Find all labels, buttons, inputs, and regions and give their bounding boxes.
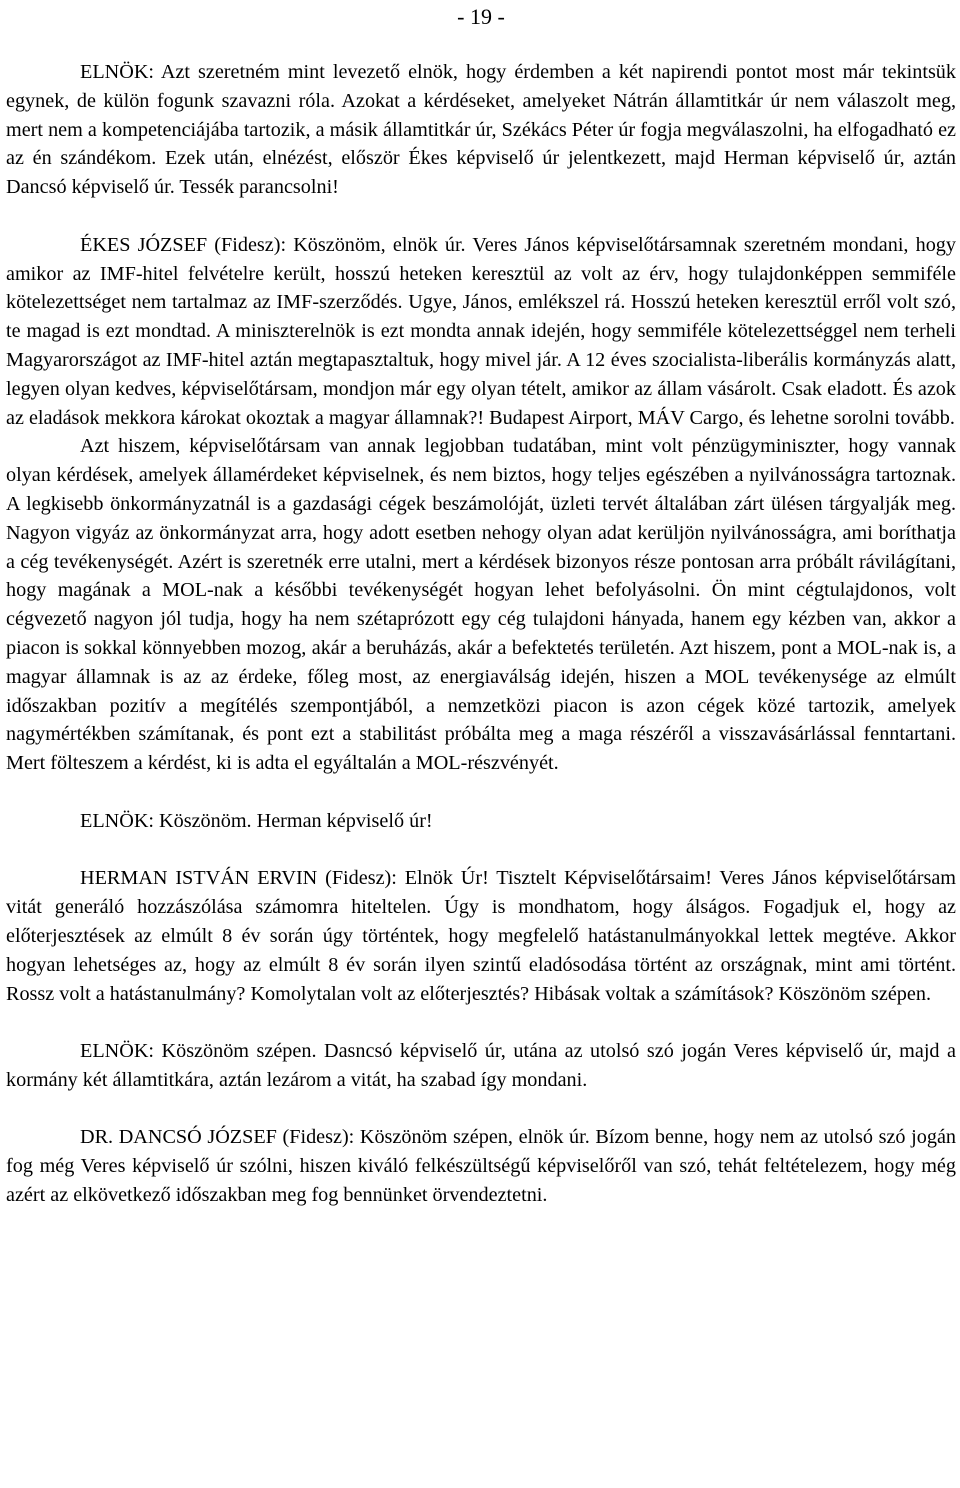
paragraph-elnok-herman: ELNÖK: Köszönöm. Herman képviselő úr! xyxy=(80,809,433,832)
paragraph-spacer xyxy=(6,778,956,807)
page-number: - 19 - xyxy=(457,4,505,29)
paragraph-spacer xyxy=(6,1095,956,1124)
paragraph-ekes-speech: ÉKES JÓZSEF (Fidesz): Köszönöm, elnök úr. Veres János képviselőtársamnak szeretném mondani, hogy amikor az IMF-hitel felvételre került, hosszú heteken keresztül az volt az érv, hogy tulajdonképpen semmiféle kötelezettséget nem tartalmaz az IMF-szerződés. Ugye, János, emlékszel rá. Hosszú heteken keresztül erről volt szó, te magad is ezt mondtad. A miniszterelnök is ezt mondta annak idején, hogy semmiféle kötelezettséggel nem terheli Magyarországot az IMF-hitel aztán megtapasztaltuk, hogy mivel jár. A 12 éves szocialista-liberális kormányzás alatt, legyen olyan kedves, képviselőtársam, mondjon már egy olyan tételt, amikor az állam vásárolt. Csak eladott. És azok az eladások mekkora károkat okoztak a magyar államnak?! Budapest Airport, MÁV Cargo, és lehetne sorolni tovább. xyxy=(6,233,956,429)
document-page xyxy=(6,0,956,1210)
paragraph-herman-speech: HERMAN ISTVÁN ERVIN (Fidesz): Elnök Úr! Tisztelt Képviselőtársaim! Veres János képviselőtársam vitát generáló hozzászólása számomra hiteltelen. Úgy is mondhatom, hogy álságos. Fogadjuk el, hogy az előterjesztések az elmúlt 8 év során úgy történtek, hogy megfelelő hatástanulmányokkal lettek megtéve. Akkor hogyan lehetséges az, hogy az elmúlt 8 év során ilyen szintű eladósodása történt az országnak, mint ami történt. Rossz volt a hatástanulmány? Komolytalan volt az előterjesztés? Hibásak voltak a számítások? Köszönöm szépen. xyxy=(6,867,956,1005)
paragraph-spacer xyxy=(6,202,956,231)
paragraph-elnok-intro: ELNÖK: Azt szeretném mint levezető elnök, hogy érdemben a két napirendi pontot most már tekintsük egynek, de külön fogunk szavazni róla. Azokat a kérdéseket, amelyeket Nátrán államtitkár úr nem válaszolt meg, mert nem a kompetenciájába tartozik, a másik államtitkár úr, Székács Péter úr fogja megválaszolni, ha elfogadható ez az én szándékom. Ezek után, elnézést, először Ékes képviselő úr jelentkezett, majd Herman képviselő úr, aztán Dancsó képviselő úr. Tessék parancsolni! xyxy=(6,61,956,199)
paragraph-spacer xyxy=(6,1008,956,1037)
paragraph-elnok-closing: ELNÖK: Köszönöm szépen. Dasncsó képviselő úr, utána az utolsó szó jogán Veres képviselő úr, majd a kormány két államtitkára, aztán lezárom a vitát, ha szabad így mondani. xyxy=(6,1040,956,1091)
paragraph-dancso-speech: DR. DANCSÓ JÓZSEF (Fidesz): Köszönöm szépen, elnök úr. Bízom benne, hogy nem az utolsó szó jogán fog még Veres képviselő úr szólni, hiszen kiváló felkészültségű képviselőről van szó, tehát feltételezem, hogy még azért az elkövetkező időszakban meg fog bennünket örvendeztetni. xyxy=(6,1126,956,1207)
paragraph-ekes-speech-continued: Azt hiszem, képviselőtársam van annak legjobban tudatában, mint volt pénzügyminiszter, hogy vannak olyan kérdések, amelyek államérdeket képviselnek, és nem biztos, hogy teljes egészében a nyilvánosságra tartoznak. A legkisebb önkormányzatnál is a gazdasági cégek beszámolóját, üzleti tervét általában zárt ülésen tárgyalják meg. Nagyon vigyáz az önkormányzat arra, hogy adott esetben nehogy olyan adat kerüljön nyilvánosságra, ami boríthatja a cég tevékenységét. Azért is szeretnék erre utalni, mert a kérdések bizonyos része pontosan arra próbált rávilágítani, hogy magának a MOL-nak a későbbi tevékenységét hogyan lehet befolyásolni. Ön mint cégtulajdonos, volt cégvezető nagyon jól tudja, hogy ha nem szétaprózott egy cég tulajdoni hányada, hanem egy kézben van, akkor a piacon is sokkal könnyebben mozog, akár a beruházás, akár a befektetés területén. Azt hiszem, pont a MOL-nak is, a magyar államnak is az az érdeke, főleg most, az energiaválság idején, hiszen a MOL tevékenysége az elmúlt időszakban pozitív a megítélés szempontjából, a nemzetközi piacon is azon cégek közé tartozik, amelyek nagymértékben számítanak, és pont ezt a stabilitást próbálta meg a maga részéről a visszavásárlással fenntartani. Mert fölteszem a kérdést, ki is adta el egyáltalán a MOL-részvényét. xyxy=(6,435,956,775)
paragraph-spacer xyxy=(6,836,956,865)
